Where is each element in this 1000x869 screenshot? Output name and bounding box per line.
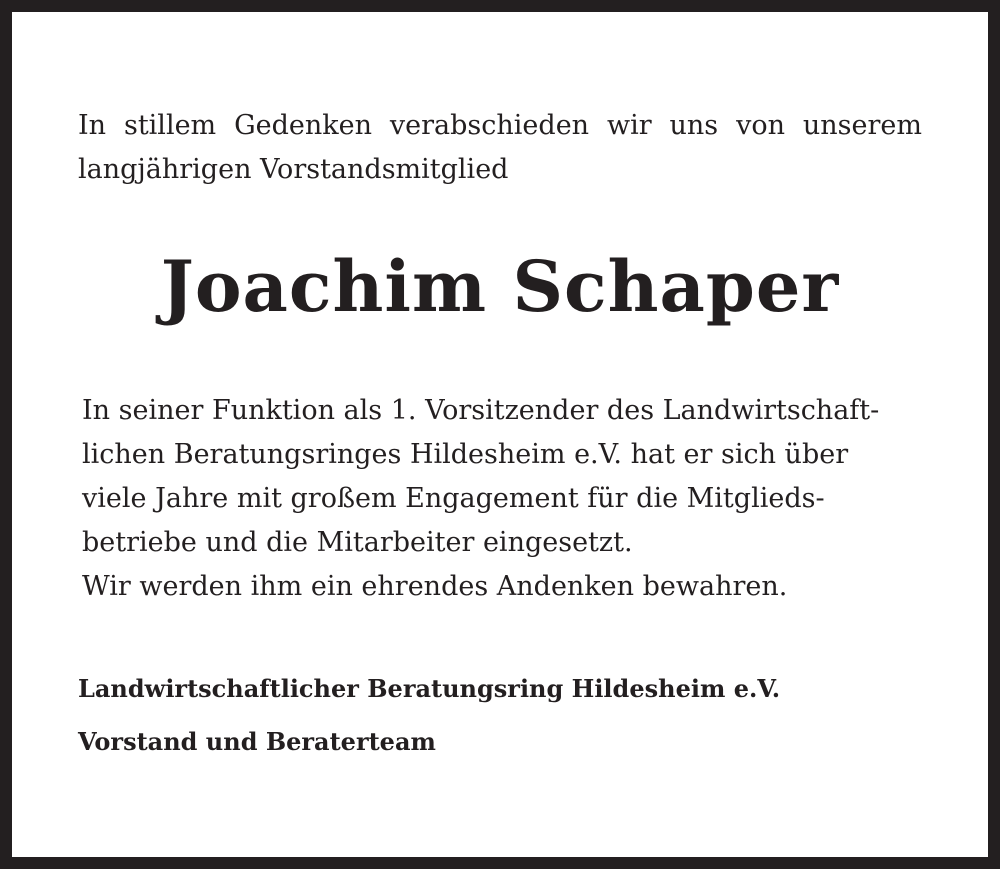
tribute-line: betriebe und die Mitarbeiter eingesetzt. [82, 527, 633, 558]
deceased-name: Joachim Schaper [160, 245, 840, 328]
intro-line: langjährigen Vorstandsmitglied [78, 154, 509, 185]
tribute-line: lichen Beratungsringes Hildesheim e.V. hat er sich über [82, 439, 849, 470]
tribute-line: Wir werden ihm ein ehrendes Andenken bewahren. [82, 571, 788, 602]
tribute-line: viele Jahre mit großem Engagement für die Mitglieds- [82, 483, 825, 514]
signature-team: Vorstand und Beraterteam [78, 727, 436, 756]
intro-text [78, 104, 922, 192]
intro-line: In stillem Gedenken verabschieden wir uns von unserem [78, 110, 922, 141]
tribute-text [82, 389, 942, 609]
signature-organization: Landwirtschaftlicher Beratungsring Hildesheim e.V. [78, 674, 781, 703]
tribute-line: In seiner Funktion als 1. Vorsitzender des Landwirtschaft- [82, 395, 880, 426]
